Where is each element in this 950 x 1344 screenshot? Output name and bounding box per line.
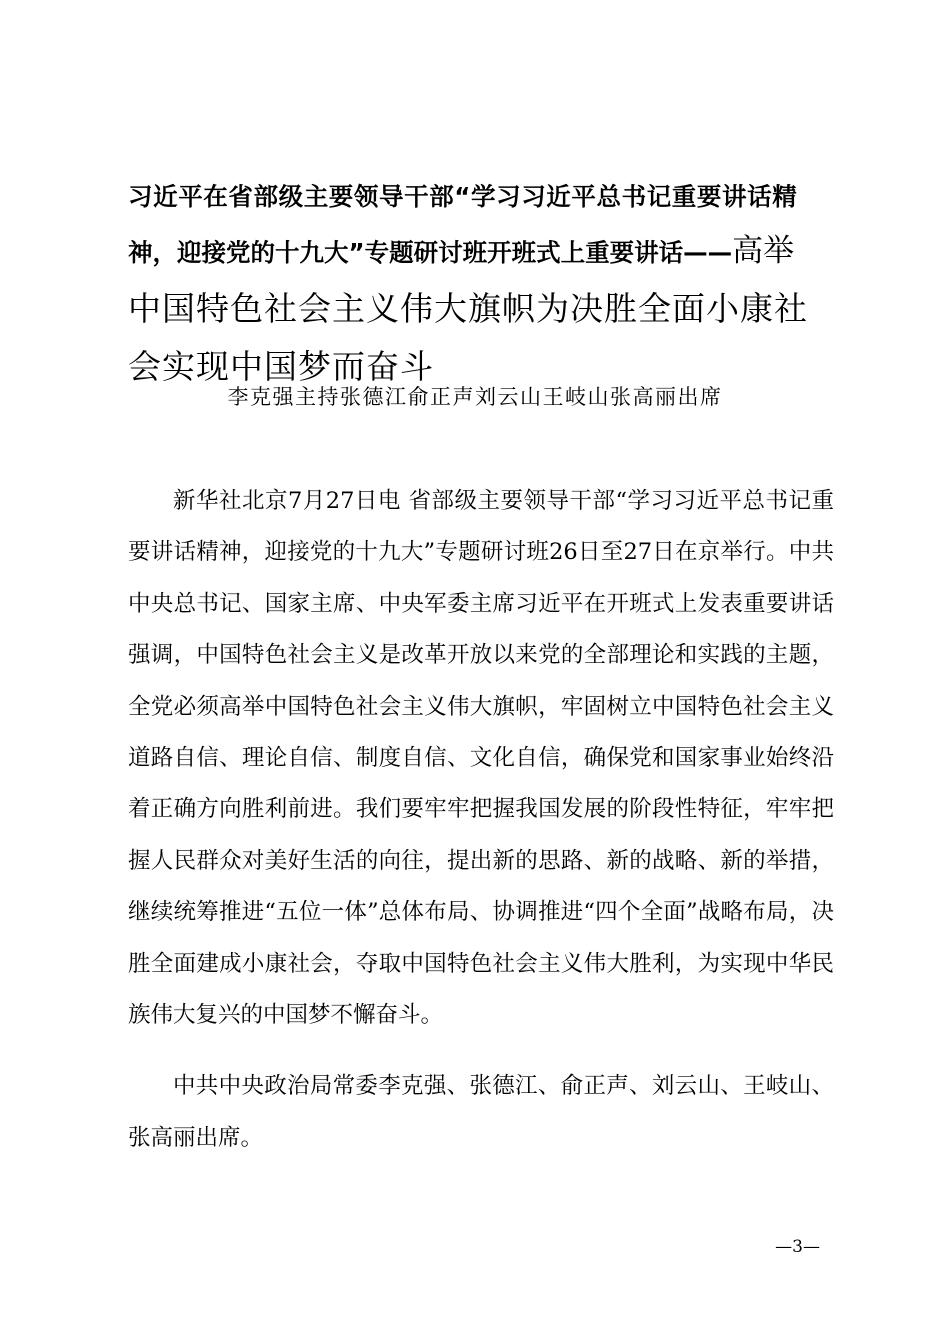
document-subtitle: 李克强主持张德江俞正声刘云山王岐山张高丽出席 (227, 385, 723, 409)
document-title (128, 170, 832, 396)
document-body (128, 476, 834, 1164)
body-paragraph-2: 中共中央政治局常委李克强、张德江、俞正声、刘云山、王岐山、张高丽出席。 (128, 1073, 834, 1151)
title-line-3: 中国特色社会主义伟大旗帜为决胜全面小康社 (128, 289, 808, 328)
body-paragraph-1: 新华社北京7月27日电 省部级主要领导干部“学习习近平总书记重要讲话精神，迎接党的十九大”专题研讨班26日至27日在京举行。中共中央总书记、国家主席、中央军委主席习近平在开班式上发表重要讲话强调，中国特色社会主义是改革开放以来党的全部理论和实践的主题，全党必须高举中国特色社会主义伟大旗帜，牢固树立中国特色社会主义道路自信、理论自信、制度自信、文化自信，确保党和国家事业始终沿着正确方向胜利前进。我们要牢牢把握我国发展的阶段性特征，牢牢把握人民群众对美好生活的向往，提出新的思路、新的战略、新的举措，继续统筹推进“五位一体”总体布局、协调推进“四个全面”战略布局，决胜全面建成小康社会，夺取中国特色社会主义伟大胜利，为实现中华民族伟大复兴的中国梦不懈奋斗。 (128, 488, 834, 1029)
page-number: —3— (775, 1237, 820, 1257)
title-line-1: 习近平在省部级主要领导干部“学习习近平总书记重要讲话精 (128, 182, 798, 211)
title-line-2-large: 高举 (732, 233, 795, 269)
title-line-2 (128, 224, 832, 280)
title-line-4: 会实现中国梦而奋斗 (128, 347, 434, 386)
title-line-2-bold: 神，迎接党的十九大”专题研讨班开班式上重要讲话—— (128, 238, 733, 267)
